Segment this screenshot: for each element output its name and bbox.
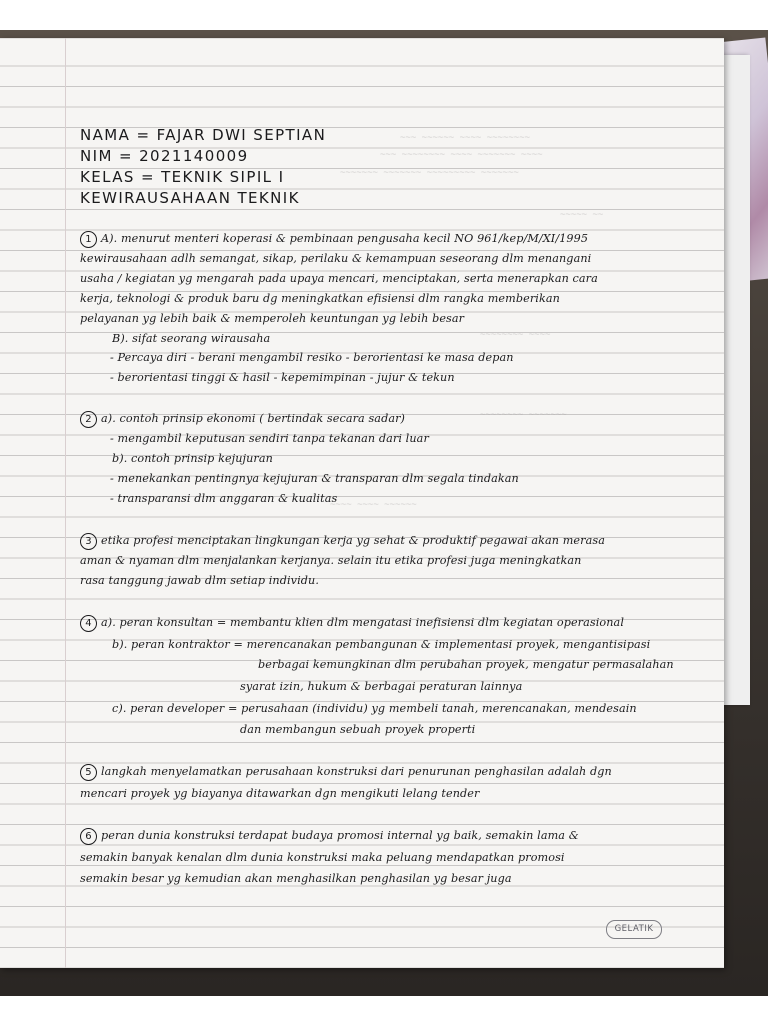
answer-2b-line: - menekankan pentingnya kejujuran & transparan dlm segala tindakan <box>110 472 519 485</box>
answer-6-line: 6 peran dunia konstruksi terdapat budaya promosi internal yg baik, semakin lama & <box>80 827 716 845</box>
top-band <box>0 0 768 30</box>
answer-2a-line: - mengambil keputusan sendiri tanpa tekanan dari luar <box>110 432 429 445</box>
course-title: KEWIRAUSAHAAN TEKNIK <box>80 189 300 207</box>
answer-3-line: aman & nyaman dlm menjalankan kerjanya. selain itu etika profesi juga meningkatkan <box>80 554 582 567</box>
margin-line <box>65 38 66 968</box>
answer-6-line: semakin banyak kenalan dlm dunia konstruksi maka peluang mendapatkan promosi <box>80 851 565 864</box>
answer-4-line: berbagai kemungkinan dlm perubahan proyek, mengatur permasalahan <box>258 658 674 671</box>
answer-1-line: kewirausahaan adlh semangat, sikap, perilaku & kemampuan seseorang dlm menangani <box>80 252 592 265</box>
answer-1b-title: B). sifat seorang wirausaha <box>112 332 271 345</box>
answer-3-line: 3 etika profesi menciptakan lingkungan kerja yg sehat & produktif pegawai akan merasa <box>80 532 716 550</box>
brand-stamp: GELATIK <box>606 920 662 939</box>
answer-1-line: pelayanan yg lebih baik & memperoleh keuntungan yg lebih besar <box>80 312 465 325</box>
class-line: KELAS = TEKNIK SIPIL I <box>80 168 285 186</box>
answer-1-line: usaha / kegiatan yg mengarah pada upaya mencari, menciptakan, serta menerapkan cara <box>80 272 598 285</box>
name-line: NAMA = FAJAR DWI SEPTIAN <box>80 126 327 144</box>
answer-2b-line: - transparansi dlm anggaran & kualitas <box>110 492 338 505</box>
question-number-3: 3 <box>80 533 97 550</box>
nim-line: NIM = 2021140009 <box>80 147 249 165</box>
answer-4-line: syarat izin, hukum & berbagai peraturan lainnya <box>240 680 523 693</box>
answer-4-line: dan membangun sebuah proyek properti <box>240 723 476 736</box>
bleed-through: ~~~~ ~~~~ ~~~~~~ <box>330 500 417 510</box>
bleed-through: ~~~~~ ~~ <box>560 210 604 220</box>
answer-sheet <box>0 38 724 968</box>
answer-3-line: rasa tanggung jawab dlm setiap individu. <box>80 574 319 587</box>
answer-2a-title: 2 a). contoh prinsip ekonomi ( bertindak secara sadar) <box>80 410 716 428</box>
bleed-through: ~~~~~~~~ ~~~~ <box>480 330 551 340</box>
answer-2b-title: b). contoh prinsip kejujuran <box>112 452 273 465</box>
answer-4-line: b). peran kontraktor = merencanakan pembangunan & implementasi proyek, mengantisipasi <box>112 638 651 651</box>
bottom-band <box>0 996 768 1024</box>
bleed-through: ~~~~~~~ ~~~~~~~ ~~~~~~~~~ ~~~~~~~ <box>340 168 519 178</box>
answer-1b-line: - Percaya diri - berani mengambil resiko - berorientasi ke masa depan <box>110 351 514 364</box>
answer-1-line: 1 A). menurut menteri koperasi & pembinaan pengusaha kecil NO 961/kep/M/XI/1995 <box>80 230 716 248</box>
answer-5-line: mencari proyek yg biayanya ditawarkan dgn mengikuti lelang tender <box>80 787 480 800</box>
question-number-4: 4 <box>80 615 97 632</box>
bleed-through: ~~~ ~~~~~~~~ ~~~~ ~~~~~~~ ~~~~ <box>380 150 543 160</box>
answer-5-line: 5 langkah menyelamatkan perusahaan konstruksi dari penurunan penghasilan adalah dgn <box>80 763 716 781</box>
question-number-6: 6 <box>80 828 97 845</box>
bleed-through: ~~~~~~~~ ~~~~~~~ <box>480 410 567 420</box>
bleed-through: ~~~ ~~~~~~ ~~~~ ~~~~~~~~ <box>400 133 531 143</box>
question-number-1: 1 <box>80 231 97 248</box>
answer-4-line: c). peran developer = perusahaan (individu) yg membeli tanah, merencanakan, mendesain <box>112 702 637 715</box>
answer-4-line: 4 a). peran konsultan = membantu klien dlm mengatasi inefisiensi dlm kegiatan operasional <box>80 614 716 632</box>
question-number-5: 5 <box>80 764 97 781</box>
answer-1-line: kerja, teknologi & produk baru dg meningkatkan efisiensi dlm rangka memberikan <box>80 292 560 305</box>
answer-1b-line: - berorientasi tinggi & hasil - kepemimpinan - jujur & tekun <box>110 371 455 384</box>
answer-6-line: semakin besar yg kemudian akan menghasilkan penghasilan yg besar juga <box>80 872 512 885</box>
question-number-2: 2 <box>80 411 97 428</box>
